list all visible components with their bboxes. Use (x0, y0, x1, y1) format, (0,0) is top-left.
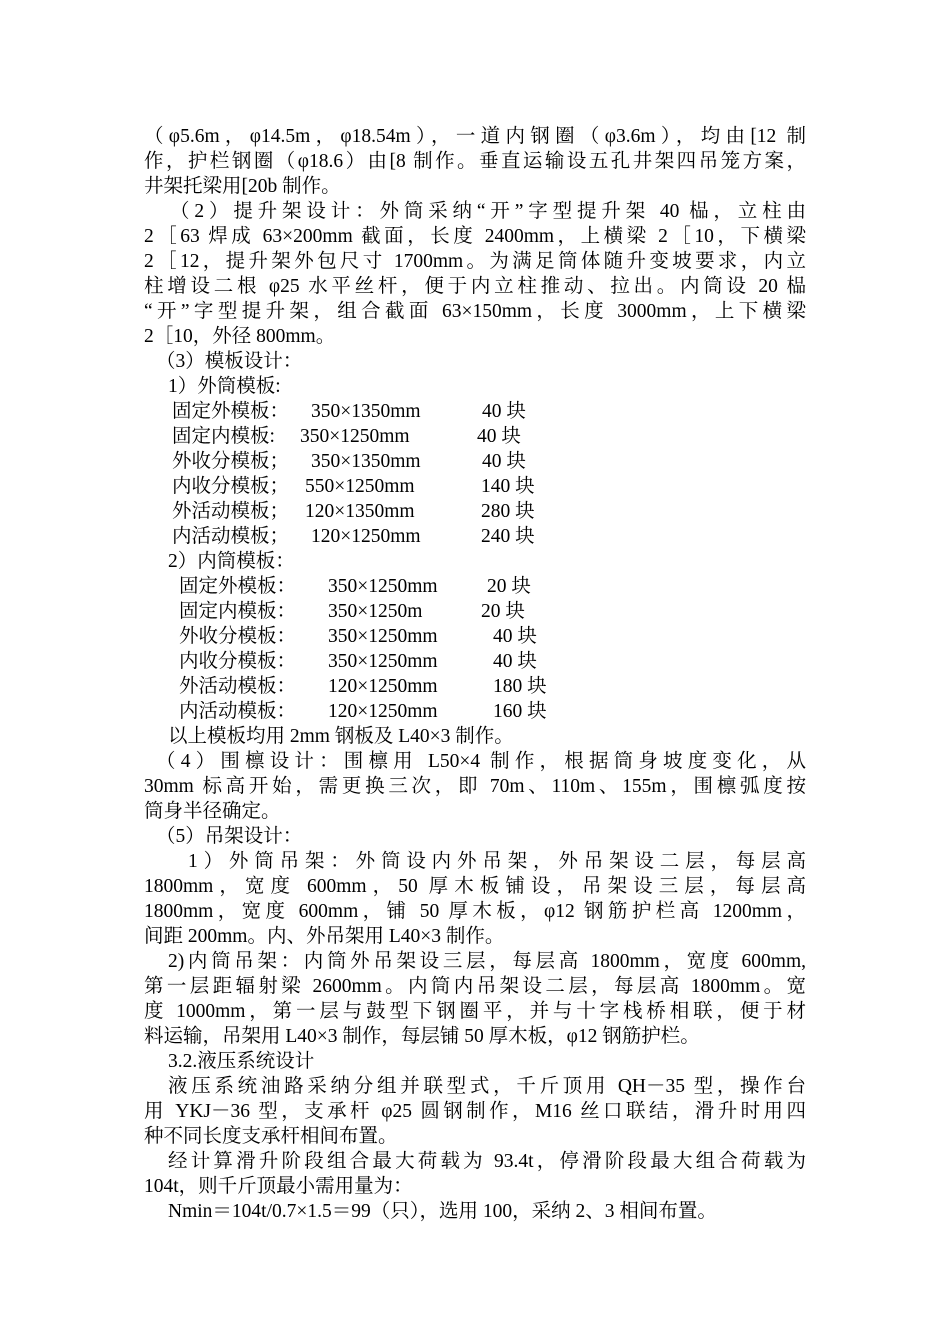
formwork-size: 350×1250m (328, 601, 423, 622)
formwork-name: 内活动模板： (179, 701, 297, 722)
formwork-qty: 160 块 (493, 701, 547, 722)
formwork-size: 350×1350mm (311, 401, 421, 422)
paragraph-line: 2)内筒吊架：内筒外吊架设三层，每层高 1800mm，宽度 600mm, (168, 951, 806, 972)
formwork-qty: 40 块 (482, 451, 526, 472)
paragraph-line: 2［10，外径 800mm。 (144, 326, 336, 347)
paragraph-line: 间距 200mm。内、外吊架用 L40×3 制作。 (144, 926, 505, 947)
paragraph-line: 30mm 标高开始，需更换三次，即 70m、110m、155m，围檩弧度按 (144, 776, 806, 797)
formwork-qty: 40 块 (493, 651, 537, 672)
paragraph-line: 104t，则千斤顶最小需用量为： (144, 1176, 413, 1197)
formwork-qty: 40 块 (482, 401, 526, 422)
formwork-qty: 180 块 (493, 676, 547, 697)
paragraph-line: （φ5.6m，φ14.5m，φ18.54m），一道内钢圈（φ3.6m），均由[12 制 (144, 126, 806, 147)
formwork-size: 350×1250mm (328, 576, 438, 597)
formwork-size: 120×1250mm (311, 526, 421, 547)
formwork-qty: 140 块 (481, 476, 535, 497)
formwork-size: 120×1350mm (305, 501, 415, 522)
formwork-size: 350×1250mm (328, 651, 438, 672)
formwork-size: 350×1250mm (328, 626, 438, 647)
paragraph-line: 经计算滑升阶段组合最大荷载为 93.4t，停滑阶段最大组合荷载为 (168, 1151, 806, 1172)
subsection-heading: 1）外筒模板: (168, 376, 281, 397)
paragraph-line: 筒身半径确定。 (144, 801, 281, 822)
formwork-qty: 20 块 (487, 576, 531, 597)
paragraph-line: 液压系统油路采纳分组并联型式，千斤顶用 QH－35 型，操作台 (168, 1076, 806, 1097)
paragraph-line: 2［12，提升架外包尺寸 1700mm。为满足筒体随升变坡要求，内立 (144, 251, 806, 272)
paragraph-line: 井架托梁用[20b 制作。 (144, 176, 341, 197)
paragraph-line: 1800mm，宽度 600mm，50 厚木板铺设，吊架设三层，每层高 (144, 876, 806, 897)
paragraph-line: 以上模板均用 2mm 钢板及 L40×3 制作。 (168, 726, 514, 747)
paragraph-line: “开”字型提升架，组合截面 63×150mm，长度 3000mm，上下横梁 (144, 301, 806, 322)
formwork-name: 内收分模板： (179, 651, 297, 672)
formwork-name: 固定内模板: (172, 426, 275, 447)
formwork-size: 550×1250mm (305, 476, 415, 497)
formwork-size: 120×1250mm (328, 701, 438, 722)
subsection-heading: 2）内筒模板： (168, 551, 295, 572)
formula-line: Nmin＝104t/0.7×1.5＝99（只），选用 100，采纳 2、3 相间布置。 (168, 1201, 717, 1222)
paragraph-line: 度 1000mm，第一层与鼓型下钢圈平，并与十字栈桥相联，便于材 (144, 1001, 806, 1022)
formwork-name: 固定外模板： (179, 576, 297, 597)
formwork-name: 外活动模板： (179, 676, 297, 697)
formwork-qty: 40 块 (493, 626, 537, 647)
formwork-qty: 280 块 (481, 501, 535, 522)
formwork-name: 内活动模板； (172, 526, 290, 547)
paragraph-line: 料运输，吊架用 L40×3 制作，每层铺 50 厚木板，φ12 钢筋护栏。 (144, 1026, 700, 1047)
paragraph-line: 第一层距辐射梁 2600mm。内筒内吊架设二层，每层高 1800mm。宽 (144, 976, 806, 997)
formwork-size: 350×1350mm (311, 451, 421, 472)
formwork-name: 外活动模板； (172, 501, 290, 522)
formwork-size: 120×1250mm (328, 676, 438, 697)
section-heading: （5）吊架设计： (156, 826, 303, 847)
formwork-name: 内收分模板； (172, 476, 290, 497)
paragraph-line: 用 YKJ－36 型，支承杆 φ25 圆钢制作，M16 丝口联结，滑升时用四 (144, 1101, 806, 1122)
formwork-qty: 40 块 (477, 426, 521, 447)
formwork-name: 外收分模板； (172, 451, 290, 472)
paragraph-line: （4）围檩设计：围檩用 L50×4 制作，根据筒身坡度变化，从 (156, 751, 806, 772)
formwork-name: 外收分模板： (179, 626, 297, 647)
paragraph-line: 柱增设二根 φ25 水平丝杆，便于内立柱推动、拉出。内筒设 20 榀 (144, 276, 806, 297)
paragraph-line: （2）提升架设计：外筒采纳“开”字型提升架 40 榀，立柱由 (170, 201, 806, 222)
formwork-name: 固定外模板： (172, 401, 290, 422)
formwork-qty: 240 块 (481, 526, 535, 547)
paragraph-line: 种不同长度支承杆相间布置。 (144, 1126, 398, 1147)
paragraph-line: 1）外筒吊架：外筒设内外吊架，外吊架设二层，每层高 (188, 851, 806, 872)
formwork-name: 固定内模板： (179, 601, 297, 622)
paragraph-line: 1800mm，宽度 600mm，铺 50 厚木板，φ12 钢筋护栏高 1200mm， (144, 901, 806, 922)
section-heading: （3）模板设计： (156, 351, 303, 372)
formwork-qty: 20 块 (481, 601, 525, 622)
paragraph-line: 作，护栏钢圈（φ18.6）由[8 制作。垂直运输设五孔井架四吊笼方案， (144, 151, 806, 172)
paragraph-line: 2［63 焊成 63×200mm 截面，长度 2400mm，上横梁 2［10，下横梁 (144, 226, 806, 247)
section-heading: 3.2.液压系统设计 (168, 1051, 315, 1072)
formwork-size: 350×1250mm (300, 426, 410, 447)
